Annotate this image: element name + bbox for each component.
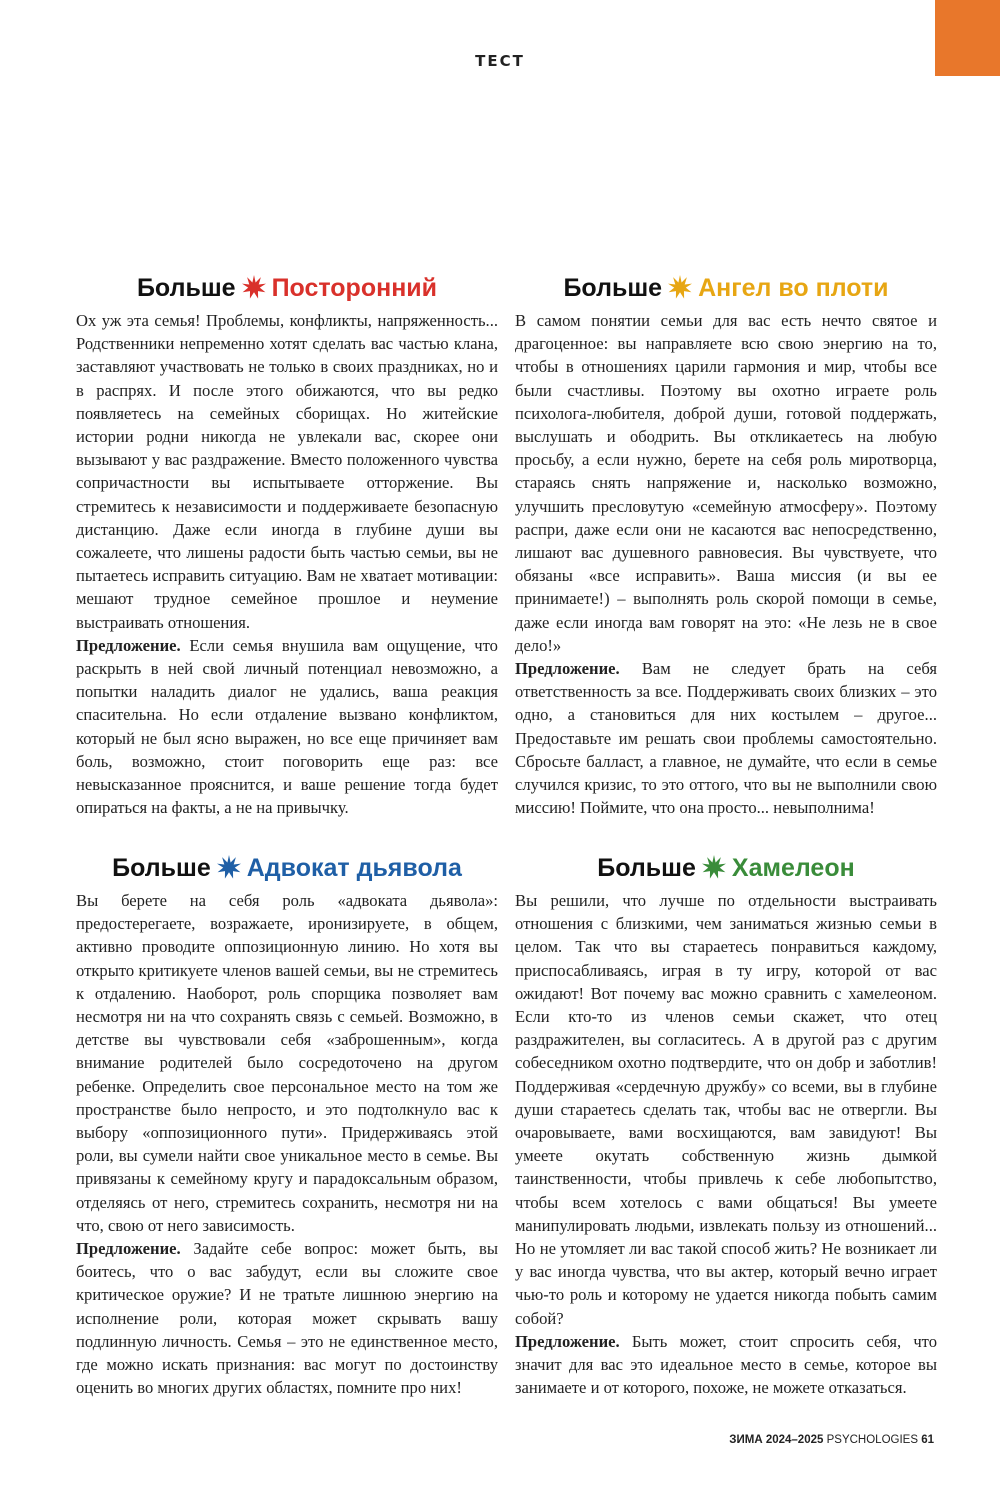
section-offer (515, 1330, 937, 1400)
offer-text: Быть может, стоит спросить себя, что значит для вас это идеальное место в семье, которое вы занимаете и от которого, похоже, не можете отказаться. (515, 1331, 937, 1398)
heading-title: Ангел во плоти (698, 274, 889, 302)
page-number: 61 (921, 1434, 934, 1446)
section-offer (515, 657, 937, 819)
offer-label: Предложение. (76, 635, 181, 655)
result-section-devils-advocate (76, 852, 498, 1399)
starburst-icon (668, 275, 692, 307)
section-heading (515, 272, 937, 307)
heading-prefix: Больше (136, 274, 236, 302)
section-heading (76, 272, 498, 307)
section-body: Ох уж эта семья! Проблемы, конфликты, напряженность... Родственники непременно хотят сделать вас частью клана, заставляют участвовать не только в своих праздниках, но и в распрях. И после этого обижаются, что вы редко появляетесь на семейных сборищах. Но житейские истории родни никогда не увлекали вас, скорее они вызывают у вас раздражение. Вместо положенного чувства сопричастности вы испытываете отторжение. Вы стремитесь к независимости и поддерживаете безопасную дистанцию. Даже если иногда в глубине души вы сожалеете, что лишены радости быть частью семьи, вы не пытаетесь исправить ситуацию. Вам не хватает мотивации: мешают трудное семейное прошлое и неумение выстраивать отношения. (76, 311, 498, 632)
heading-prefix: Больше (112, 854, 211, 882)
heading-title: Посторонний (271, 274, 438, 302)
heading-prefix: Больше (563, 274, 663, 302)
section-body: Вы берете на себя роль «адвоката дьявола»: предостерегаете, возражаете, иронизируете, в общем, активно проводите оппозиционную линию. Но хотя вы открыто критикуете членов вашей семьи, вы не стремитесь к отдалению. Наоборот, роль спорщика позволяет вам несмотря ни на что сохранять связь с семьей. Возможно, в детстве вы чувствовали себя «заброшенным», когда внимание родителей было сосредоточено на другом ребенке. Определить свое персональное место на том же пространстве было непросто, и это подтолкнуло вас к выбору «оппозиционного пути». Придерживаясь этой роли, вы сумели найти свое уникальное место в семье. Вы привязаны к семейному кругу и парадоксальным образом, отделяясь от него, стремитесь сохранить, несмотря ни на что, свою от него зависимость. (76, 891, 498, 1235)
page-section-label: ТЕСТ (475, 52, 525, 70)
result-section-outsider (76, 272, 498, 819)
heading-title: Хамелеон (731, 854, 855, 882)
section-heading (515, 852, 937, 887)
section-body: Вы решили, что лучше по отдельности выстраивать отношения с близкими, чем заниматься жизнью семьи в целом. Так что вы стараетесь понравиться каждому, приспосабливаясь, играя в ту игру, которой от вас ожидают! Вот почему вас можно сравнить с хамелеоном. Если кто-то из членов семьи скажет, что отец раздражителен, вы согласитесь. А в другой раз с другим собеседником охотно подтвердите, что он добр и заботлив! Поддерживая «сердечную дружбу» со всеми, вы в глубине души стараетесь сделать так, чтобы вас не отвергли. Вы очаровываете, вами восхищаются, вам завидуют! Вы умеете окутать собственную жизнь дымкой таинственности, чтобы привлечь к себе любопытство, чтобы всем хотелось с вами общаться! Вы умеете манипулировать людьми, извлекать пользу из отношений... Но не утомляет ли вас такой способ жить? Не возникает ли у вас иногда чувства, что вы актер, который вечно играет чью-то роль и которому не удается никогда побыть самим собой? (515, 891, 937, 1328)
offer-text: Задайте себе вопрос: может быть, вы боитесь, что о вас забудут, если вы сложите свое критическое оружие? И не тратьте лишнюю энергию на исполнение роли, которая может скрывать вашу подлинную личность. Семья – это не единственное место, где можно искать признания: вас могут по достоинству оценить во многих других областях, помните про них! (76, 1239, 498, 1398)
section-offer (76, 634, 498, 820)
offer-label: Предложение. (515, 1331, 620, 1351)
offer-label: Предложение. (76, 1239, 181, 1259)
offer-text: Если семья внушила вам ощущение, что раскрыть в ней свой личный потенциал невозможно, а попытки наладить диалог не удались, ваша реакция спасительна. Но если отдаление вызвано конфликтом, который не был ясно выражен, но все еще причиняет вам боль, возможно, стоит поговорить еще раз: все невысказанное прояснится, и ваше решение тогда будет опираться на факты, а не на привычку. (76, 635, 498, 818)
starburst-icon (217, 855, 241, 887)
heading-prefix: Больше (597, 854, 696, 882)
starburst-icon (702, 855, 726, 887)
result-section-chameleon (515, 852, 937, 1399)
page-footer (729, 1434, 934, 1446)
section-heading (76, 852, 498, 887)
offer-text: Вам не следует брать на себя ответственность за все. Поддерживать своих близких – это одно, а становиться для них костылем – другое... Предоставьте им решать свои проблемы самостоятельно. Сбросьте балласт, а главное, не думайте, что если в семье случился кризис, то это оттого, что вы не выполнили свою миссию! Поймите, что она просто... невыполнима! (515, 659, 938, 818)
footer-magazine: PSYCHOLOGIES (826, 1434, 918, 1446)
section-body: В самом понятии семьи для вас есть нечто святое и драгоценное: вы направляете всю свою энергию на то, чтобы в отношениях царили гармония и мир, чтобы все были счастливы. Поэтому вы охотно играете роль психолога-любителя, доброй души, готовой поддержать, выслушать и ободрить. Вы откликаетесь на любую просьбу, а если нужно, берете на себя роль миротворца, стараясь снять напряжение и, насколько возможно, улучшить пресловутую «семейную атмосферу». Поэтому распри, даже если они не касаются вас непосредственно, лишают вас душевного равновесия. Вы чувствуете, что обязаны «все исправить». Ваша миссия (и вы ее принимаете!) – выполнять роль скорой помощи в семье, даже если иногда вам говорят на это: «Не лезь не в свое дело!» (515, 311, 937, 655)
starburst-icon (242, 275, 266, 307)
section-offer (76, 1237, 498, 1399)
result-section-angel (515, 272, 937, 819)
heading-title: Адвокат дьявола (246, 854, 462, 882)
footer-season: ЗИМА 2024–2025 (729, 1434, 824, 1446)
offer-label: Предложение. (515, 659, 620, 679)
